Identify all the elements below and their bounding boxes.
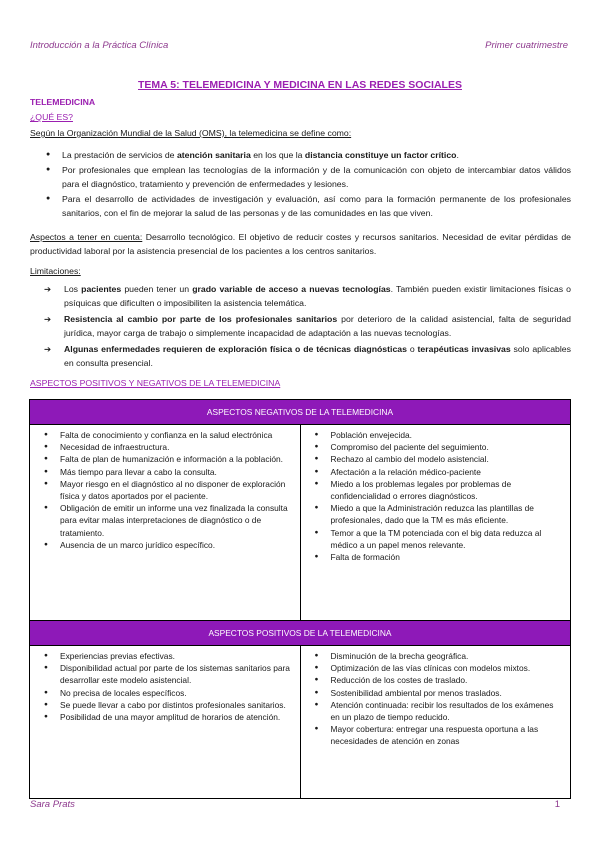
list-item: ● Más tiempo para llevar a cabo la consulta. (34, 466, 294, 478)
aspectos-text: Desarrollo tecnológico. El objetivo de reducir costes y recursos sanitarios. Necesidad de evitar pérdidas de productividad laboral por la asistencia presencial de los pacientes a los centros sanitarios. (30, 232, 571, 256)
positive-aspects-right (300, 646, 571, 799)
section-subheading: ¿QUÉ ES? (30, 112, 73, 122)
list-item: ● Mayor riesgo en el diagnóstico al no disponer de exploración física y datos aportados por el paciente. (34, 478, 294, 502)
header-term: Primer cuatrimestre (485, 40, 568, 51)
limitaciones-list (30, 282, 571, 372)
definition-intro (30, 126, 571, 140)
negative-aspects-right (300, 425, 571, 636)
list-item: ● Atención continuada: recibir los resultados de los exámenes en un plazo de tiempo reducido. (305, 699, 565, 723)
list-item: ● Obligación de emitir un informe una vez finalizada la consulta para evitar malas interpretaciones de diagnóstico o de tratamiento. (34, 502, 294, 539)
definition-list (30, 148, 571, 221)
list-item: ● Posibilidad de una mayor amplitud de horarios de atención. (34, 711, 294, 723)
list-item: ● Falta de plan de humanización e información a la población. (34, 453, 294, 465)
list-item: ● Rechazo al cambio del modelo asistencial. (305, 453, 565, 465)
positive-aspects-table (29, 620, 571, 799)
list-item: ● Por profesionales que emplean las tecnologías de la información y de la comunicación con objeto de intercambiar datos válidos para el diagnóstico, tratamiento y prevención de enfermedades y lesiones. (30, 163, 571, 191)
list-item: ● Sostenibilidad ambiental por menos traslados. (305, 687, 565, 699)
list-item: ➔ Resistencia al cambio por parte de los profesionales sanitarios por deterioro de la calidad asistencial, falta de seguridad jurídica, mayor carga de trabajo o simplemente incapacidad de adaptación a las nuevas tecnologías. (44, 314, 571, 338)
aspectos-section-heading: ASPECTOS POSITIVOS Y NEGATIVOS DE LA TELEMEDICINA (30, 378, 281, 388)
negative-aspects-title: ASPECTOS NEGATIVOS DE LA TELEMEDICINA (30, 400, 571, 425)
list-item: ● Disminución de la brecha geográfica. (305, 650, 565, 662)
list-item: ● Disponibilidad actual por parte de los sistemas sanitarios para desarrollar este modelo asistencial. (34, 662, 294, 686)
aspectos-paragraph (30, 230, 571, 258)
arrow-icon: ➔ (44, 344, 52, 354)
section-heading: TELEMEDICINA (30, 97, 96, 107)
footer-author: Sara Prats (30, 799, 75, 810)
page-number: 1 (554, 799, 560, 810)
limitaciones-label: Limitaciones: (30, 266, 81, 276)
definition-intro-text: Según la Organización Mundial de la Salud (OMS), la telemedicina se define como: (30, 128, 352, 138)
negative-aspects-left (30, 425, 301, 636)
header-course: Introducción a la Práctica Clínica (30, 40, 169, 51)
positive-aspects-title: ASPECTOS POSITIVOS DE LA TELEMEDICINA (30, 621, 571, 646)
list-item: ● No precisa de locales específicos. (34, 687, 294, 699)
list-item: ● Población envejecida. (305, 429, 565, 441)
list-item: ● Para el desarrollo de actividades de investigación y evaluación, así como para la formación permanente de los profesionales sanitarios, con el fin de mejorar la salud de las personas y de las comunidades en las que viven. (30, 192, 571, 220)
list-item: ● Temor a que la TM potenciada con el big data reduzca al médico a un papel menos relevante. (305, 527, 565, 551)
list-item: ● Experiencias previas efectivas. (34, 650, 294, 662)
list-item: ● Necesidad de infraestructura. (34, 441, 294, 453)
list-item: ● Miedo a que la Administración reduzca las plantillas de profesionales, dado que la TM es más eficiente. (305, 502, 565, 526)
list-item: ● Se puede llevar a cabo por distintos profesionales sanitarios. (34, 699, 294, 711)
list-item: ● La prestación de servicios de atención sanitaria en los que la distancia constituye un factor crítico. (30, 148, 571, 162)
aspectos-label: Aspectos a tener en cuenta: (30, 232, 143, 242)
list-item: ➔ Algunas enfermedades requieren de exploración física o de técnicas diagnósticas o terapéuticas invasivas solo aplicables en consulta presencial. (44, 344, 571, 368)
page-title: TEMA 5: TELEMEDICINA Y MEDICINA EN LAS REDES SOCIALES (138, 79, 462, 91)
list-item: ● Optimización de las vías clínicas con modelos mixtos. (305, 662, 565, 674)
list-item: ● Mayor cobertura: entregar una respuesta oportuna a las necesidades de atención en zonas (305, 723, 565, 747)
list-item: ● Falta de conocimiento y confianza en la salud electrónica (34, 429, 294, 441)
arrow-icon: ➔ (44, 314, 52, 324)
list-item: ● Miedo a los problemas legales por problemas de confidencialidad o errores diagnósticos. (305, 478, 565, 502)
list-item: ● Afectación a la relación médico-paciente (305, 466, 565, 478)
list-item: ● Ausencia de un marco jurídico específico. (34, 539, 294, 551)
list-item: ● Falta de formación (305, 551, 565, 563)
arrow-icon: ➔ (44, 284, 52, 294)
negative-aspects-table (29, 399, 571, 636)
list-item: ● Reducción de los costes de traslado. (305, 674, 565, 686)
list-item: ● Compromiso del paciente del seguimiento. (305, 441, 565, 453)
positive-aspects-left (30, 646, 301, 799)
list-item: ➔ Los pacientes pueden tener un grado variable de acceso a nuevas tecnologías. También pueden existir limitaciones físicas o psíquicas que dificulten o imposibiliten la asistencia telemática. (44, 284, 571, 308)
